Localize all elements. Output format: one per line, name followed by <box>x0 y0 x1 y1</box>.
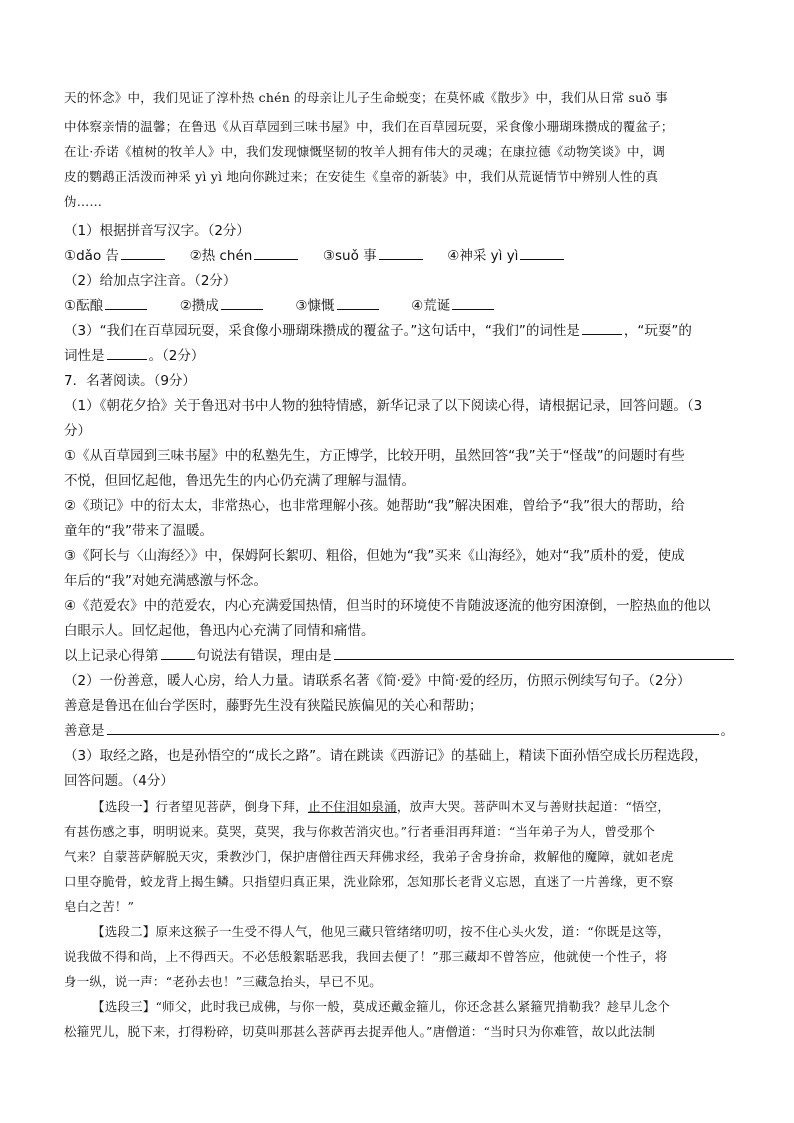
excerpt-3-line-2: 松箍咒儿，脱下来，打得粉碎，切莫叫那甚么菩萨再去捉弄他人。”唐僧道：“当时只为你难管，故以此法制 <box>64 1024 656 1039</box>
q7-1-answer-a: 以上记录心得第 <box>64 648 159 664</box>
q7-1-item4-line-1: ④《范爱农》中的范爱农，内心充满爱国热情，但当时的环境使不肯随波逐流的他穷困潦倒，一腔热血的他以 <box>64 598 711 614</box>
q7-2-prompt: （2）一份善意，暖人心房，给人力量。请联系名著《简·爱》中简·爱的经历，仿照示例续写句子。（2分） <box>64 673 691 689</box>
q6-3-line-1 <box>64 319 734 339</box>
q6-1-c: ③suǒ 事 <box>322 248 377 264</box>
excerpt-2-line-3: 身一纵，说一声：“老孙去也！”三藏急抬头，早已不见。 <box>64 974 382 989</box>
q6-3-blank-2[interactable] <box>107 345 147 360</box>
q6-3-blank-1[interactable] <box>582 320 622 335</box>
q7-3-prompt-line-1: （3）取经之路，也是孙悟空的“成长之路”。请在跳读《西游记》的基础上，精读下面孙悟空成长历程选段， <box>64 748 708 764</box>
excerpt-1-text-a: 【选段一】行者望见菩萨，倒身下拜， <box>92 799 308 814</box>
q6-2-b: ②攒成 <box>179 298 219 314</box>
q6-2-c-blank[interactable] <box>337 295 379 310</box>
intro-line-3: 在让·乔诺《植树的牧羊人》中，我们发现慷慨坚韧的牧羊人拥有伟大的灵魂；在康拉德《动物笑谈》中，调 <box>64 144 666 159</box>
q6-3-text-b: ，“玩耍”的 <box>623 323 692 339</box>
q7-3-prompt-line-2: 回答问题。（4分） <box>64 773 174 789</box>
q6-1-c-blank[interactable] <box>379 245 423 260</box>
q6-1-prompt: （1）根据拼音写汉字。（2分） <box>64 223 250 239</box>
q6-2-a: ①酝酿 <box>64 298 104 314</box>
q7-1-item4-line-2: 白眼示人。回忆起他，鲁迅内心充满了同情和痛惜。 <box>64 623 375 639</box>
q7-1-prompt-line-1: （1）《朝花夕拾》关于鲁迅对书中人物的独特情感，新华记录了以下阅读心得，请根据记录，回答问题。（3 <box>64 398 703 414</box>
q6-2-items <box>64 294 734 314</box>
excerpt-1-line-2: 有甚伤感之事，明明说来。莫哭，莫哭，我与你救苦消灾也。”行者垂泪再拜道：“当年弟子为人，曾受那个 <box>64 824 656 839</box>
q7-title: 7．名著阅读。（9分） <box>64 373 196 389</box>
excerpt-3-line-1: 【选段三】“师父，此时我已成佛，与你一般，莫成还戴金箍儿，你还念甚么紧箍咒掯勒我？趁早儿念个 <box>92 999 671 1014</box>
q7-2-answer-a: 善意是 <box>64 723 105 739</box>
q6-1-d: ④神采 yì yì <box>447 248 519 264</box>
q7-2-answer-line <box>64 719 734 739</box>
q6-2-c: ③慷慨 <box>295 298 335 314</box>
q6-3-line-2 <box>64 344 734 364</box>
q7-1-item2-line-1: ②《琐记》中的衍太太，非常热心，也非常理解小孩。她帮助“我”解决困难，曾给予“我”很大的帮助，给 <box>64 498 685 514</box>
q6-2-b-blank[interactable] <box>221 295 263 310</box>
excerpt-1-text-b: ，放声大哭。菩萨叫木叉与善财扶起道：“悟空， <box>396 799 671 814</box>
q7-1-answer-line <box>64 644 734 664</box>
q6-2-prompt: （2）给加点字注音。（2分） <box>64 273 237 289</box>
excerpt-1-line-3: 气来？自蒙菩萨解脱天灾，秉教沙门，保护唐僧往西天拜佛求经，我弟子舍身拚命，救解他的魔障，就如老虎 <box>64 849 674 864</box>
q6-1-b: ②热 chén <box>189 248 253 264</box>
q6-1-b-blank[interactable] <box>254 245 298 260</box>
intro-line-1: 天的怀念》中，我们见证了淳朴热 chén 的母亲让儿子生命蜕变；在莫怀戚《散步》中，我们从日常 suǒ 事 <box>64 90 668 105</box>
excerpt-2-line-2: 说我做不得和尚，上不得西天。不必恁般絮聒恶我，我回去便了！”那三藏却不曾答应，他就使一个性子，将 <box>64 949 668 964</box>
q6-2-d: ④荒诞 <box>411 298 451 314</box>
excerpt-2-line-1: 【选段二】原来这猴子一生受不得人气，他见三藏只管绪绪叨叨，按不住心头火发，道：“你既是这等， <box>92 924 671 939</box>
excerpt-1-line-5: 皂白之苦！” <box>64 899 135 914</box>
q6-1-a: ①dǎo 告 <box>64 248 119 264</box>
q7-2-answer-b: 。 <box>720 723 734 739</box>
q6-1-d-blank[interactable] <box>520 245 564 260</box>
q7-1-item2-line-2: 童年的“我”带来了温暖。 <box>64 523 213 539</box>
q6-1-items <box>64 244 734 264</box>
q7-1-item3-line-1: ③《阿长与〈山海经〉》中，保姆阿长絮叨、粗俗，但她为“我”买来《山海经》，她对“我”质朴的爱，使成 <box>64 548 685 564</box>
intro-line-4: 皮的鹦鹉正活泼而神采 yì yì 地向你跳过来；在安徒生《皇帝的新装》中，我们从荒诞情节中辨别人性的真 <box>64 169 659 184</box>
q7-1-item1-line-2: 不悦，但回忆起他，鲁迅先生的内心仍充满了理解与温情。 <box>64 473 415 489</box>
excerpt-1-line-4: 口里夺脆骨，蛟龙背上揭生鳞。只指望归真正果，洗业除邪，怎知那长老背义忘恩，直迷了一片善缘，更不察 <box>64 874 674 889</box>
q7-2-example: 善意是鲁迅在仙台学医时，藤野先生没有狭隘民族偏见的关心和帮助； <box>64 698 483 714</box>
q6-2-a-blank[interactable] <box>105 295 147 310</box>
q7-1-prompt-line-2: 分） <box>64 423 91 439</box>
excerpt-1-line-1 <box>92 797 734 815</box>
q6-2-d-blank[interactable] <box>452 295 494 310</box>
intro-line-5: 伪…… <box>64 194 103 209</box>
q7-1-answer-b: 句说法有错误，理由是 <box>196 648 332 664</box>
q6-3-text-c: 词性是 <box>64 348 105 364</box>
q7-1-blank-reason[interactable] <box>334 645 735 660</box>
q7-1-item3-line-2: 年后的“我”对她充满感激与怀念。 <box>64 573 267 589</box>
intro-line-2: 中体察亲情的温馨；在鲁迅《从百草园到三味书屋》中，我们在百草园玩耍，采食像小珊瑚珠攒成的覆盆子； <box>64 119 674 134</box>
q7-1-item1-line-1: ①《从百草园到三味书屋》中的私塾先生，方正博学，比较开明，虽然回答“我”关于“怪哉”的问题时有些 <box>64 448 685 464</box>
q6-1-a-blank[interactable] <box>121 245 165 260</box>
q6-3-text-d: 。（2分） <box>148 348 205 364</box>
q6-3-text-a: （3）“我们在百草园玩耍，采食像小珊瑚珠攒成的覆盆子。”这句话中，“我们”的词性是 <box>64 323 580 339</box>
excerpt-1-underlined: 止不住泪如泉涌 <box>307 799 397 814</box>
q7-1-blank-number[interactable] <box>161 645 195 660</box>
q7-2-blank[interactable] <box>107 720 719 735</box>
